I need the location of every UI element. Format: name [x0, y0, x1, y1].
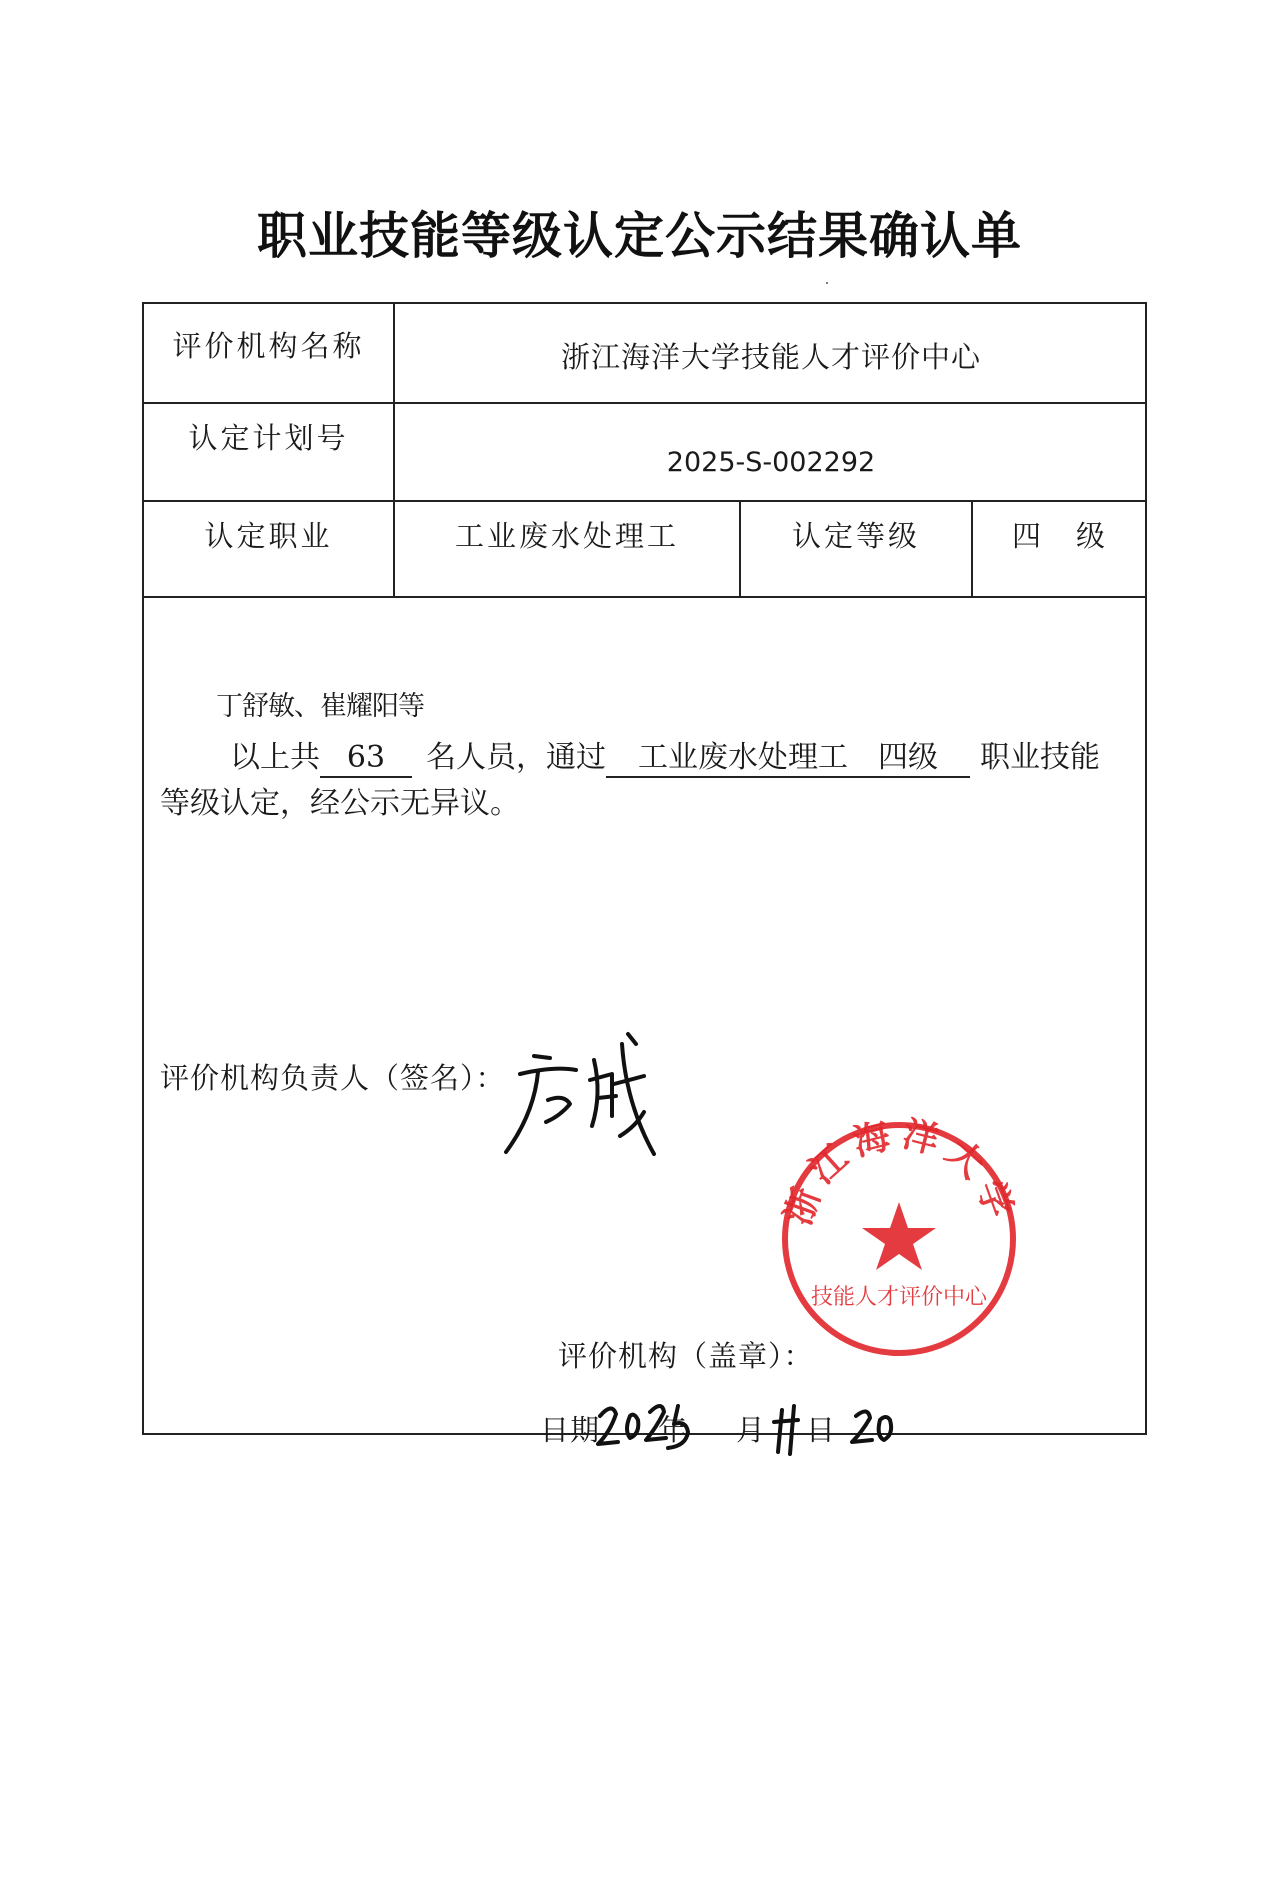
org-name-value: 浙江海洋大学技能人才评价中心: [560, 339, 981, 374]
statement-prefix: 以上共: [230, 740, 320, 775]
plan-no-label: 认定计划号: [188, 420, 349, 455]
occupation-value: 工业废水处理工: [454, 518, 679, 553]
confirmation-form: [142, 302, 1147, 1447]
names-list: 丁舒敏、崔耀阳等: [216, 691, 424, 722]
handwritten-signature: [494, 1004, 674, 1174]
day-suffix: 日: [806, 1413, 837, 1447]
responsible-label: 评价机构负责人（签名）：: [160, 1061, 506, 1095]
passed-occupation: 工业废水处理工 四级: [606, 740, 970, 778]
speck: [826, 282, 828, 284]
occupation-label: 认定职业: [204, 518, 333, 553]
statement-middle: 名人员，通过: [426, 740, 606, 775]
plan-no-value: 2025-S-002292: [666, 446, 876, 478]
year-suffix: 年: [658, 1413, 689, 1447]
statement-line-1: [230, 732, 1100, 778]
statement-suffix: 职业技能: [980, 740, 1100, 775]
org-name-label: 评价机构名称: [172, 328, 365, 363]
page-title: 职业技能等级认定公示结果确认单: [257, 207, 1022, 265]
date-label: 日期: [540, 1413, 601, 1447]
seal-inner-text: 技能人才评价中心: [810, 1285, 988, 1310]
level-label: 认定等级: [791, 518, 920, 553]
statement-line-2: 等级认定，经公示无异议。: [160, 786, 520, 821]
handwritten-date: [594, 1392, 924, 1472]
star-icon: [862, 1202, 936, 1270]
official-seal: [774, 1114, 1024, 1364]
level-value: 四 级: [1011, 518, 1108, 553]
org-stamp-label: 评价机构（盖章）：: [558, 1339, 814, 1373]
month-suffix: 月: [736, 1413, 767, 1447]
row-divider: [144, 596, 1145, 598]
person-count: 63: [320, 740, 412, 778]
seal-outer-text: 浙江海洋大学: [776, 1114, 1024, 1231]
